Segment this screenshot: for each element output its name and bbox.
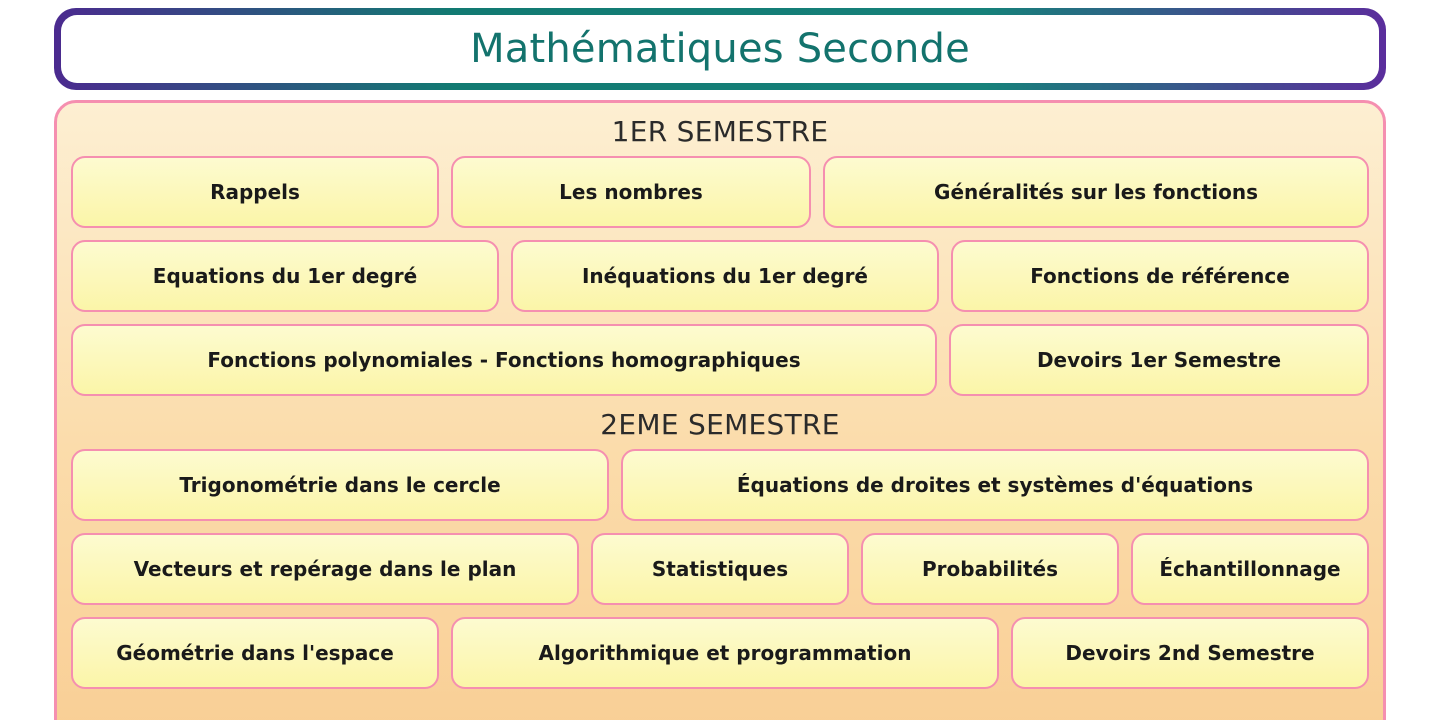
topic-equations-droites-systemes[interactable]: Équations de droites et systèmes d'équations <box>621 449 1369 521</box>
topic-probabilites[interactable]: Probabilités <box>861 533 1119 605</box>
semester-2-row-1 <box>71 449 1369 521</box>
curriculum-panel <box>54 100 1386 720</box>
semester-1-row-2 <box>71 240 1369 312</box>
topic-inequations-1er-degre[interactable]: Inéquations du 1er degré <box>511 240 939 312</box>
page-title: Mathématiques Seconde <box>470 26 970 72</box>
topic-algorithmique-programmation[interactable]: Algorithmique et programmation <box>451 617 999 689</box>
semester-2-row-2 <box>71 533 1369 605</box>
topic-echantillonnage[interactable]: Échantillonnage <box>1131 533 1369 605</box>
topic-devoirs-1er-semestre[interactable]: Devoirs 1er Semestre <box>949 324 1369 396</box>
semester-2-heading: 2EME SEMESTRE <box>600 408 840 441</box>
topic-fonctions-reference[interactable]: Fonctions de référence <box>951 240 1369 312</box>
topic-equations-1er-degre[interactable]: Equations du 1er degré <box>71 240 499 312</box>
semester-1-row-3 <box>71 324 1369 396</box>
semester-2-row-3 <box>71 617 1369 689</box>
title-banner <box>54 8 1386 90</box>
topic-rappels[interactable]: Rappels <box>71 156 439 228</box>
semester-1-heading: 1ER SEMESTRE <box>611 115 829 148</box>
topic-trigonometrie-cercle[interactable]: Trigonométrie dans le cercle <box>71 449 609 521</box>
topic-les-nombres[interactable]: Les nombres <box>451 156 811 228</box>
title-banner-inner <box>61 15 1379 83</box>
topic-statistiques[interactable]: Statistiques <box>591 533 849 605</box>
semester-1-row-1 <box>71 156 1369 228</box>
topic-generalites-fonctions[interactable]: Généralités sur les fonctions <box>823 156 1369 228</box>
topic-vecteurs-reperage[interactable]: Vecteurs et repérage dans le plan <box>71 533 579 605</box>
topic-geometrie-espace[interactable]: Géométrie dans l'espace <box>71 617 439 689</box>
topic-devoirs-2nd-semestre[interactable]: Devoirs 2nd Semestre <box>1011 617 1369 689</box>
topic-fonctions-polynomiales-homographiques[interactable]: Fonctions polynomiales - Fonctions homographiques <box>71 324 937 396</box>
